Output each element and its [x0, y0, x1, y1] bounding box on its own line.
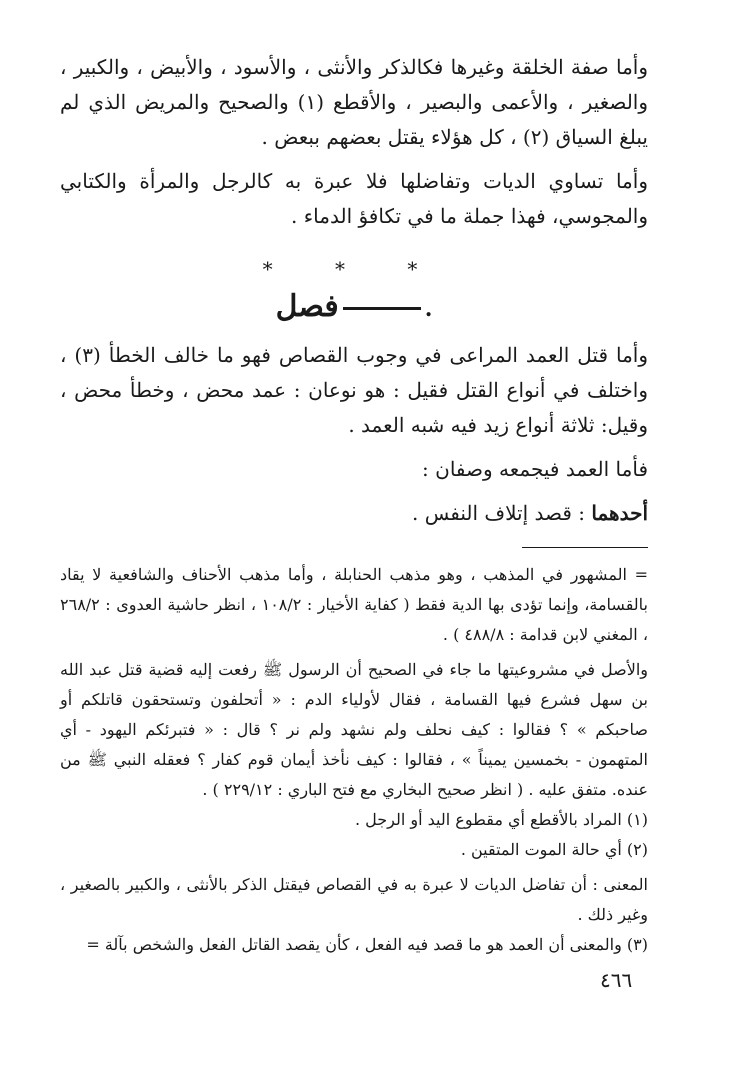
section-heading: [60, 288, 648, 328]
paragraph-first-attribute: [60, 496, 648, 531]
main-text: [60, 50, 648, 531]
footnote-3: (٣) والمعنى أن العمد هو ما قصد فيه الفعل ، كأن يقصد القاتل الفعل والشخص بآلة =: [86, 935, 648, 954]
footnotes: [60, 560, 648, 960]
footnote-meaning: المعنى : أن تفاضل الديات لا عبرة به في القصاص فيقتل الذكر بالأنثى ، والكبير بالصغير ، وغير ذلك .: [60, 875, 648, 924]
footnote-1: (١) المراد بالأقطع أي مقطوع اليد أو الرجل .: [354, 810, 648, 829]
paragraph-creation-attributes: وأما صفة الخلقة وغيرها فكالذكر والأنثى ، والأسود ، والأبيض ، والكبير ، والصغير ، والأعمى والبصير ، والأقطع (١) والصحيح والمريض الذي لم يبلغ السياق (٢) ، كل هؤلاء يقتل بعضهم ببعض .: [60, 55, 648, 149]
page-body: [60, 50, 648, 960]
footnote-continuation: = المشهور في المذهب ، وهو مذهب الحنابلة ، وأما مذهب الأحناف والشافعية لا يقاد بالقسامة، وإنما تؤدى بها الدية فقط ( كفاية الأخيار : ١٠٨/٢ ، انظر حاشية العدوى : ٢٦٨/٢ ، المغني لابن قدامة : ٤٨٨/٨ ) .: [60, 565, 649, 644]
paragraph-blood-money: وأما تساوي الديات وتفاضلها فلا عبرة به كالرجل والمرأة والكتابي والمجوسي، فهذا جملة ما في تكافؤ الدماء .: [60, 169, 648, 228]
paragraph-intentional-killing: وأما قتل العمد المراعى في وجوب القصاص فهو ما خالف الخطأ (٣) ، واختلف في أنواع القتل فقيل : هو نوعان : عمد محض ، وخطأ محض ، وقيل: ثلاثة أنواع زيد فيه شبه العمد .: [60, 343, 648, 437]
heading-bar-left: [343, 307, 421, 310]
footnote-qasama-hadith: والأصل في مشروعيتها ما جاء في الصحيح أن الرسول ﷺ رفعت إليه قضية قتل عبد الله بن سهل فشرع فيها القسامة ، فقال لأولياء الدم : « أتحلفون وتستحقون قاتلكم أو صاحبكم » ؟ فقالوا : كيف نحلف ولم نشهد ولم نر ؟ قال : « فتبرئكم اليهود - أي المتهمون - بخمسين يميناً » ، فقالوا : كيف نأخذ أيمان قوم كفار ؟ فعقله النبي ﷺ من عنده. متفق عليه . ( انظر صحيح البخاري مع فتح الباري : ٢٢٩/١٢ ) .: [60, 660, 648, 799]
heading-dot: .: [424, 296, 433, 322]
page-number: ٤٦٦: [600, 968, 633, 992]
paragraph-two-attributes: فأما العمد فيجمعه وصفان :: [422, 457, 648, 481]
first-attribute-label: أحدهما: [591, 501, 648, 525]
footnote-2: (٢) أي حالة الموت المتقين .: [460, 840, 648, 859]
first-attribute-text: : قصد إتلاف النفس .: [412, 501, 592, 525]
footnote-separator: [522, 547, 648, 548]
heading-text: فصل: [275, 289, 339, 324]
section-stars-divider: * * *: [262, 257, 446, 281]
